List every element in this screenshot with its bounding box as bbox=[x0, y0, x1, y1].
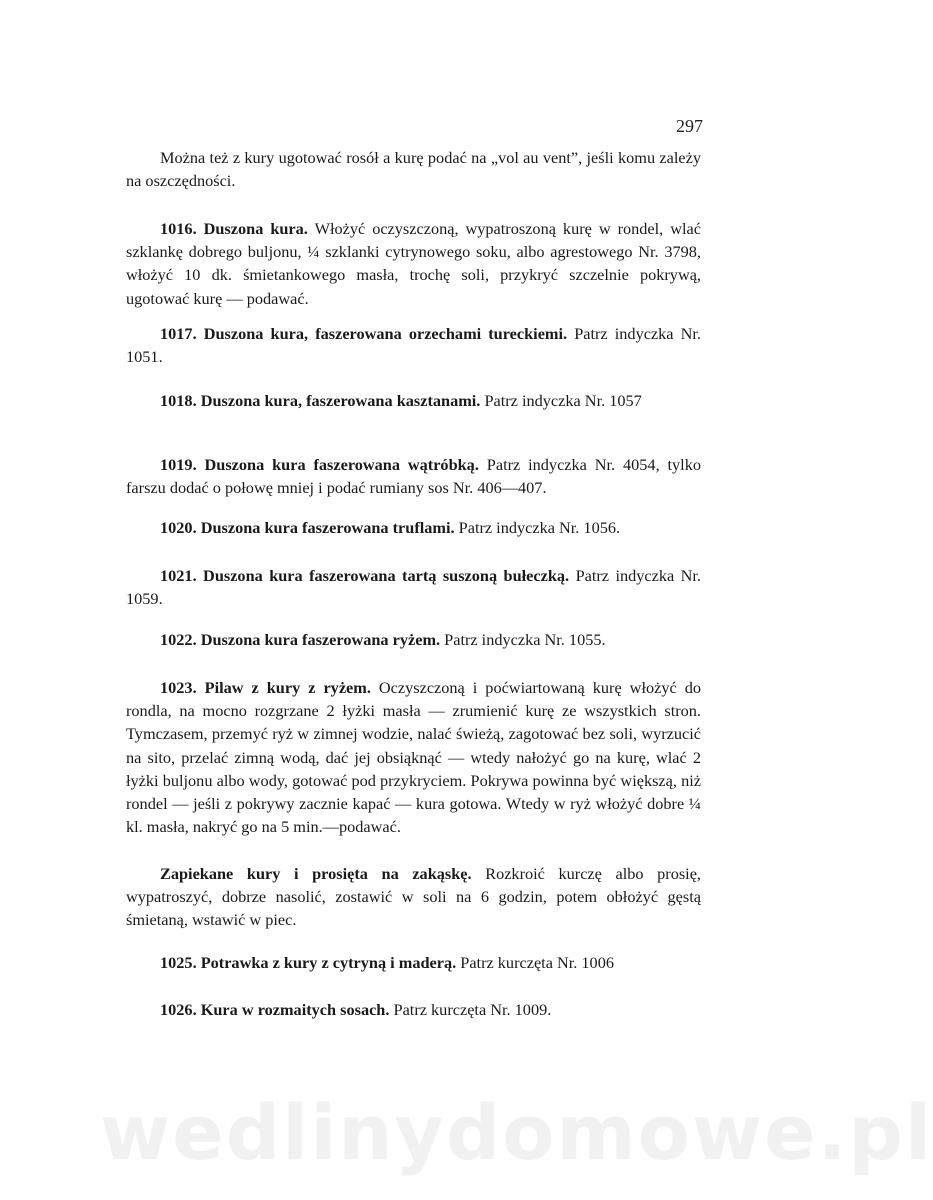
recipe-title: 1025. Potrawka z kury z cytryną i maderą. bbox=[160, 953, 457, 972]
recipe-text: Patrz indyczka Nr. 1055. bbox=[444, 630, 606, 649]
recipe-title: 1018. Duszona kura, faszerowana kasztanami. bbox=[160, 391, 481, 410]
recipe-text: Patrz kurczęta Nr. 1006 bbox=[460, 953, 614, 972]
recipe-1021 bbox=[126, 564, 701, 610]
recipe-title: 1017. Duszona kura, faszerowana orzechami tureckiemi. bbox=[160, 324, 568, 343]
recipe-title: 1023. Pilaw z kury z ryżem. bbox=[160, 678, 371, 697]
recipe-title: 1022. Duszona kura faszerowana ryżem. bbox=[160, 630, 441, 649]
recipe-1023 bbox=[126, 676, 701, 838]
recipe-text: Patrz indyczka Nr. 1059. bbox=[126, 566, 701, 609]
recipe-1025 bbox=[126, 951, 701, 974]
recipe-1019 bbox=[126, 453, 701, 499]
recipe-title: 1021. Duszona kura faszerowana tartą suszoną bułeczką. bbox=[160, 566, 570, 585]
recipe-1022 bbox=[126, 628, 701, 651]
recipe-text: Patrz indyczka Nr. 1056. bbox=[458, 518, 621, 537]
recipe-1017 bbox=[126, 322, 701, 368]
recipe-1026 bbox=[126, 998, 701, 1021]
paragraph-intro bbox=[126, 146, 701, 192]
entry-text: Można też z kury ugotować rosół a kurę podać na „vol au vent”, jeśli komu zależy na oszczędności. bbox=[126, 148, 701, 191]
recipe-text: Włożyć oczyszczoną, wypatroszoną kurę w rondel, wlać szklankę dobrego buljonu, ¼ szklanki cytrynowego soku, albo agrestowego Nr. 3798, włożyć 10 dk. śmietankowego masła, trochę soli, przykryć szczelnie pokrywą, ugotować kurę — podawać. bbox=[126, 219, 701, 308]
recipe-text: Patrz indyczka Nr. 1051. bbox=[126, 324, 701, 367]
recipe-1016 bbox=[126, 217, 701, 310]
page-number: 297 bbox=[676, 116, 703, 136]
recipe-title: 1016. Duszona kura. bbox=[160, 219, 308, 238]
watermark: wedlinydomowe.pl bbox=[100, 1088, 933, 1177]
recipe-text: Patrz indyczka Nr. 4054, tylko farszu dodać o połowę mniej i podać rumiany sos Nr. 406—407. bbox=[126, 455, 701, 498]
recipe-text: Patrz kurczęta Nr. 1009. bbox=[393, 1000, 552, 1019]
recipe-1018 bbox=[126, 389, 701, 412]
recipe-title: Zapiekane kury i prosięta na zakąskę. bbox=[160, 864, 472, 883]
recipe-title: 1026. Kura w rozmaitych sosach. bbox=[160, 1000, 390, 1019]
recipe-text: Patrz indyczka Nr. 1057 bbox=[484, 391, 642, 410]
recipe-text: Oczyszczoną i poćwiartowaną kurę włożyć do rondla, na mocno rozgrzane 2 łyżki masła — zrumienić kurę ze wszystkich stron. Tymczasem, przemyć ryż w zimnej wodzie, nalać świeżą, zagotować bez soli, wyrzucić na sito, przelać zimną wodą, dać jej obsiąknąć — wtedy nałożyć go na kurę, wlać 2 łyżki buljonu albo wody, gotować pod przykryciem. Pokrywa powinna być większą, niż rondel — jeśli z pokrywy zacznie kapać — kura gotowa. Wtedy w ryż włożyć dobre ¼ kl. masła, nakryć go na 5 min.—podawać. bbox=[126, 678, 701, 837]
recipe-title: 1020. Duszona kura faszerowana truflami. bbox=[160, 518, 455, 537]
recipe-title: 1019. Duszona kura faszerowana wątróbką. bbox=[160, 455, 479, 474]
recipe-text: Rozkroić kurczę albo prosię, wypatroszyć, dobrze nasolić, zostawić w soli na 6 godzin, potem obłożyć gęstą śmietaną, wstawić w piec. bbox=[126, 864, 701, 930]
recipe-zapiekane bbox=[126, 862, 701, 932]
recipe-1020 bbox=[126, 516, 701, 539]
